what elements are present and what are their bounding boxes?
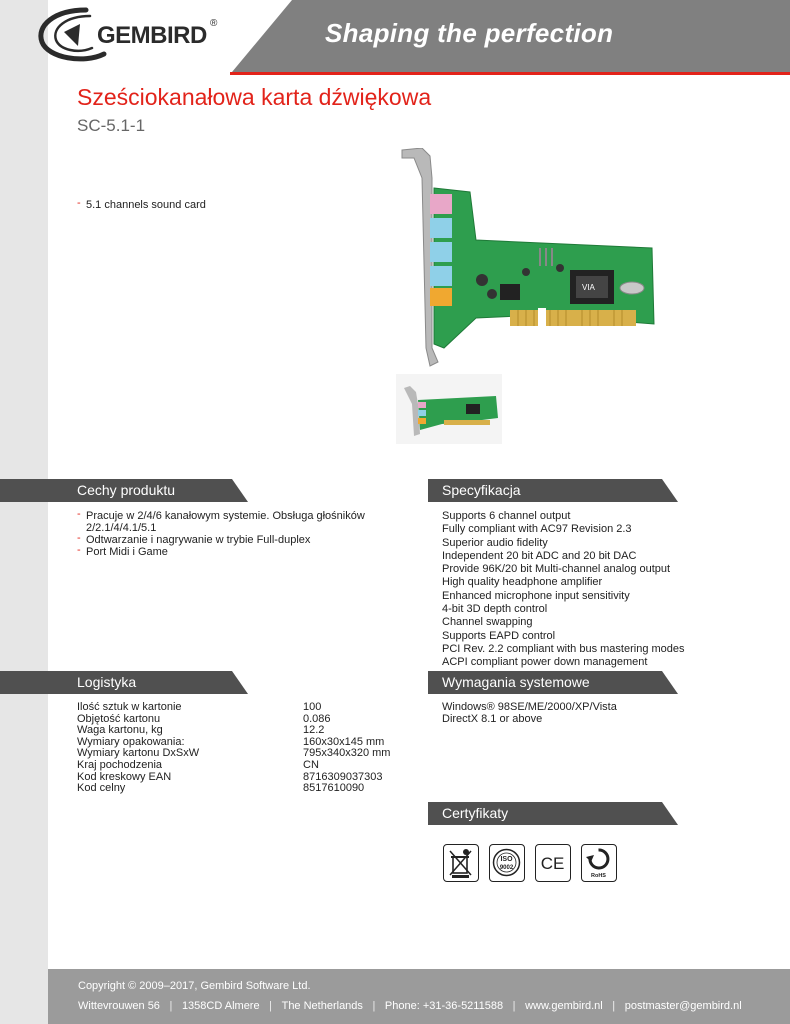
logistics-label: Objętość kartonu [77,712,161,725]
spec-item: Independent 20 bit ADC and 20 bit DAC [442,549,637,562]
section-bar-requirements [428,671,678,694]
logistics-value: 0.086 [303,712,331,725]
footer-phone: Phone: +31-36-5211588 [384,1000,504,1012]
spec-item: High quality headphone amplifier [442,576,603,589]
intro-bullet-item: - 5.1 channels sound card [77,199,377,211]
rohs-label: RoHS [591,873,606,879]
section-bar-certificates [428,802,678,825]
iso-number: 9002 [499,865,514,871]
footer-address-city: 1358CD Almere [181,1000,260,1012]
logistics-value: 8716309037303 [303,770,383,783]
weee-bin-icon [443,844,479,882]
section-heading-features: Cechy produktu [77,482,176,498]
spec-item: Superior audio fidelity [442,536,548,549]
section-bar-features [0,479,248,502]
section-heading-logistics: Logistyka [77,674,137,690]
header-red-line [230,72,790,75]
ce-label: CE [540,854,565,873]
logistics-row [77,772,417,784]
spec-item: 4-bit 3D depth control [442,603,548,616]
feature-item: - Port Midi i Game [77,546,387,558]
footer-contact-line [78,1000,742,1012]
logistics-label: Wymiary kartonu DxSxW [77,747,200,760]
spec-item: Supports 6 channel output [442,510,571,522]
intro-bullet-list [77,199,377,211]
logistics-label: Waga kartonu, kg [77,724,163,737]
footer-copyright: Copyright © 2009–2017, Gembird Software Ltd. [78,980,311,992]
spec-item: Provide 96K/20 bit Multi-channel analog output [442,563,671,576]
section-heading-requirements: Wymagania systemowe [442,674,590,690]
ce-mark-icon [535,844,571,882]
gembird-logo[interactable] [34,2,234,64]
logistics-value: 100 [303,701,322,713]
feature-item: - Odtwarzanie i nagrywanie w trybie Full-duplex [77,534,387,546]
rohs-icon [581,844,617,882]
footer-address-country: The Netherlands [281,1000,363,1012]
iso-9002-icon [489,844,525,882]
logistics-value: 795x340x320 mm [303,747,391,760]
product-code: SC-5.1-1 [77,116,146,135]
logistics-label: Kod celny [77,782,126,795]
spec-item: ACPI compliant power down management [442,656,648,669]
section-bar-logistics [0,671,248,694]
footer-band [48,969,790,1024]
slogan: Shaping the perfection [325,18,614,48]
logistics-table [77,702,417,795]
product-title: Sześciokanałowa karta dźwiękowa [77,84,432,110]
logistics-row [77,702,417,714]
logo-wordmark: GEMBIRD [97,22,207,49]
logistics-value: 160x30x145 mm [303,735,385,748]
footer-address-street: Wittevrouwen 56 [78,1000,160,1012]
footer-separator: | [169,1000,173,1012]
logistics-label: Kraj pochodzenia [77,758,163,771]
spec-item: Fully compliant with AC97 Revision 2.3 [442,523,632,536]
spec-item: Channel swapping [442,616,533,629]
feature-item: - Pracuje w 2/4/6 kanałowym systemie. Obsługa głośników 2/2.1/4/4.1/5.1 [77,510,387,534]
logistics-value: CN [303,758,319,771]
logistics-label: Kod kreskowy EAN [77,770,172,783]
spec-item: PCI Rev. 2.2 compliant with bus mastering modes [442,642,685,655]
footer-separator: | [269,1000,273,1012]
product-thumbnail[interactable] [396,374,502,444]
product-photo [400,148,658,370]
chip-label: VIA [582,283,595,292]
logistics-value: 8517610090 [303,782,365,795]
specification-list [442,510,772,670]
footer-separator: | [372,1000,376,1012]
logistics-row [77,783,417,795]
footer-separator: | [612,1000,616,1012]
features-list [77,510,387,558]
section-heading-specification: Specyfikacja [442,482,521,498]
logistics-value: 12.2 [303,724,325,737]
footer-website-link[interactable]: www.gembird.nl [525,1000,603,1012]
side-stripe [0,0,48,1024]
spec-item: Enhanced microphone input sensitivity [442,589,630,602]
logistics-label: Wymiary opakowania: [77,735,185,748]
footer-email-link[interactable]: postmaster@gembird.nl [624,1000,742,1012]
requirement-item: Windows® 98SE/ME/2000/XP/Vista [442,701,617,713]
iso-label: ISO [500,856,513,863]
spec-item: Supports EAPD control [442,629,556,642]
section-bar-specification [428,479,678,502]
requirement-item: DirectX 8.1 or above [442,712,543,725]
logistics-label: Ilość sztuk w kartonie [77,701,182,713]
requirements-list [442,702,617,725]
section-heading-certificates: Certyfikaty [442,805,509,821]
logistics-row [77,760,417,772]
registered-mark: ® [210,18,218,29]
footer-separator: | [512,1000,516,1012]
